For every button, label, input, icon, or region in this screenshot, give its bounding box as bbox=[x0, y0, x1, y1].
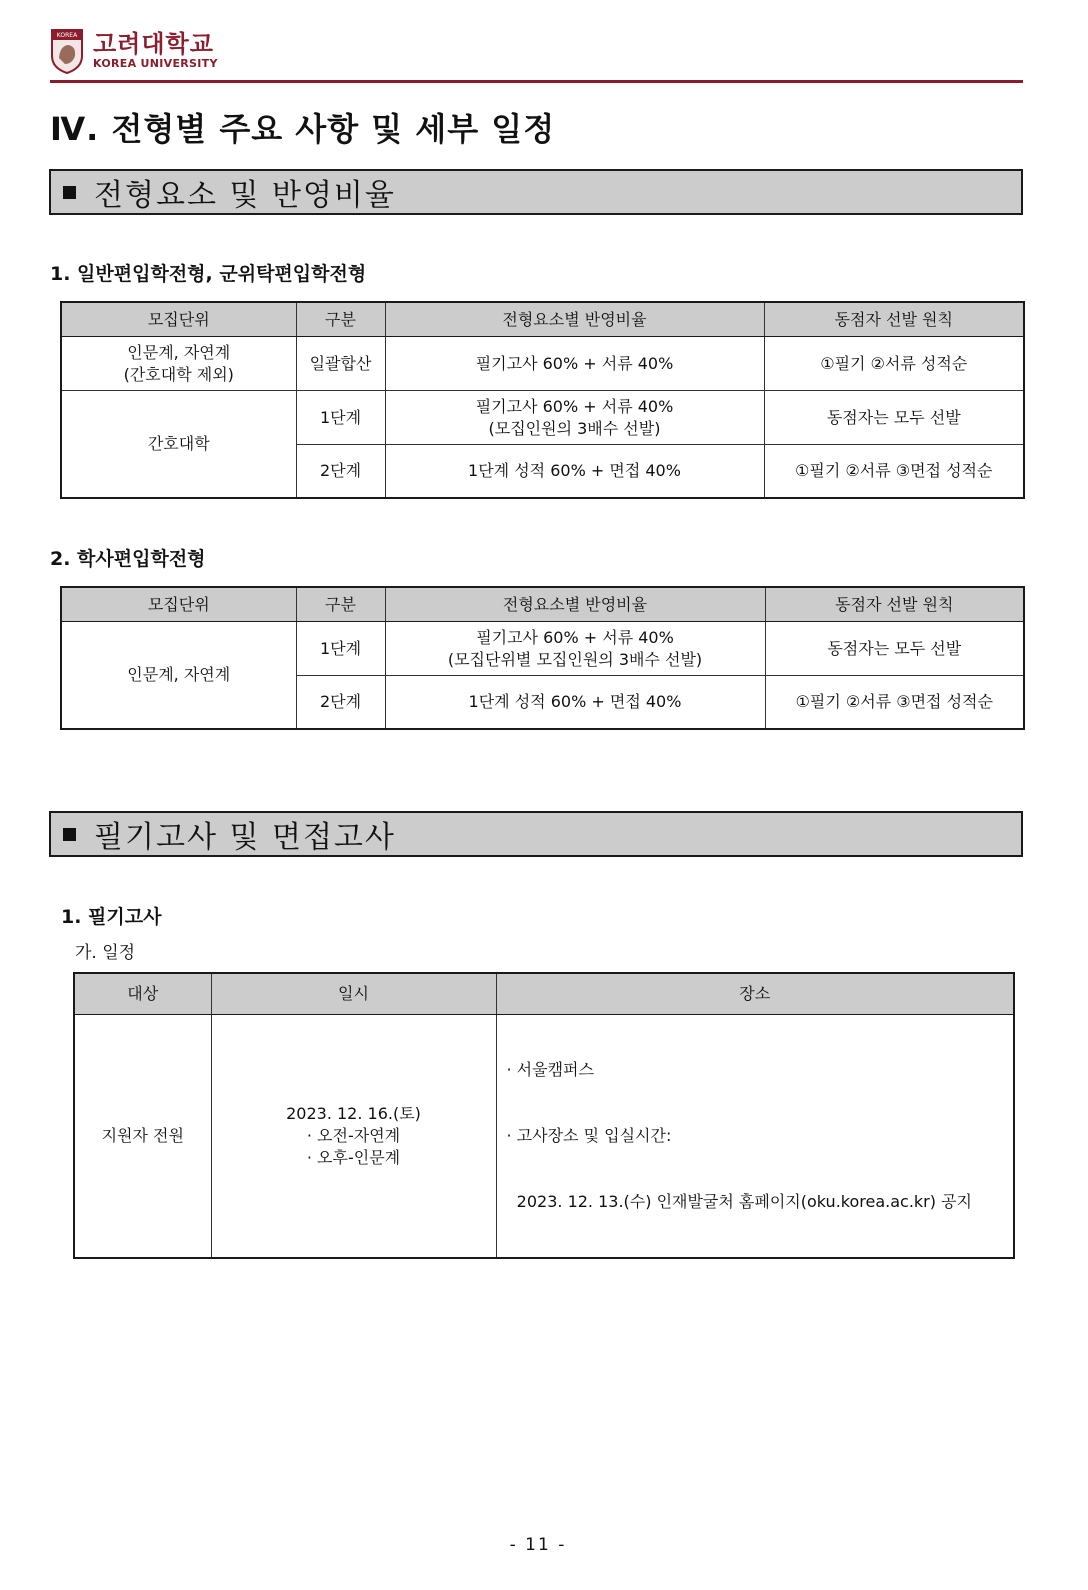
table-header-row bbox=[61, 587, 1024, 622]
section-header-written-interview bbox=[49, 811, 1023, 857]
subsection-heading: 1. 필기고사 bbox=[61, 906, 162, 928]
column-header: 전형요소별 반영비율 bbox=[385, 302, 764, 337]
column-header: 장소 bbox=[496, 973, 1014, 1014]
sub-subheading: 가. 일정 bbox=[75, 943, 136, 963]
column-header: 모집단위 bbox=[61, 587, 296, 622]
table-header-row bbox=[61, 302, 1024, 337]
column-header: 동점자 선발 원칙 bbox=[765, 587, 1024, 622]
ratio-cell: 필기고사 60% + 서류 40% (모집단위별 모집인원의 3배수 선발) bbox=[385, 622, 765, 676]
ratio-cell: 1단계 성적 60% + 면접 40% bbox=[385, 676, 765, 729]
column-header: 모집단위 bbox=[61, 302, 296, 337]
section-title: 전형요소 및 반영비율 bbox=[94, 178, 396, 213]
header-divider bbox=[50, 80, 1023, 83]
table-row bbox=[61, 391, 1024, 445]
square-bullet-icon bbox=[63, 828, 76, 841]
selection-ratio-table-general bbox=[60, 301, 1025, 499]
tie-rule-cell: 동점자는 모두 선발 bbox=[764, 391, 1024, 445]
section-title: 필기고사 및 면접고사 bbox=[94, 820, 396, 855]
target-cell: 지원자 전원 bbox=[74, 1014, 211, 1258]
stage-cell: 1단계 bbox=[296, 391, 385, 445]
tie-rule-cell: ①필기 ②서류 성적순 bbox=[764, 337, 1024, 391]
column-header: 일시 bbox=[211, 973, 496, 1014]
logo-korean-name: 고려대학교 bbox=[93, 30, 214, 58]
column-header: 구분 bbox=[296, 587, 385, 622]
column-header: 대상 bbox=[74, 973, 211, 1014]
square-bullet-icon bbox=[63, 186, 76, 199]
selection-ratio-table-bachelor bbox=[60, 586, 1025, 730]
university-logo bbox=[50, 27, 218, 75]
ratio-cell: 1단계 성적 60% + 면접 40% bbox=[385, 445, 764, 498]
table-header-row bbox=[74, 973, 1014, 1014]
subsection-heading: 1. 일반편입학전형, 군위탁편입학전형 bbox=[50, 263, 367, 285]
section-header-selection-ratio bbox=[49, 169, 1023, 215]
svg-text:KOREA: KOREA bbox=[56, 32, 78, 39]
table-row bbox=[74, 1014, 1014, 1258]
table-row bbox=[61, 337, 1024, 391]
logo-english-name: KOREA UNIVERSITY bbox=[93, 57, 218, 70]
subsection-heading: 2. 학사편입학전형 bbox=[50, 548, 206, 570]
page-number: - 11 - bbox=[509, 1535, 567, 1555]
recruitment-unit-cell: 인문계, 자연계 bbox=[61, 622, 296, 729]
ratio-cell: 필기고사 60% + 서류 40% (모집인원의 3배수 선발) bbox=[385, 391, 764, 445]
ratio-cell: 필기고사 60% + 서류 40% bbox=[385, 337, 764, 391]
recruitment-unit-cell: 인문계, 자연계 (간호대학 제외) bbox=[61, 337, 296, 391]
stage-cell: 일괄합산 bbox=[296, 337, 385, 391]
column-header: 동점자 선발 원칙 bbox=[764, 302, 1024, 337]
tie-rule-cell: ①필기 ②서류 ③면접 성적순 bbox=[765, 676, 1024, 729]
stage-cell: 2단계 bbox=[296, 445, 385, 498]
column-header: 구분 bbox=[296, 302, 385, 337]
table-row bbox=[61, 622, 1024, 676]
column-header: 전형요소별 반영비율 bbox=[385, 587, 765, 622]
stage-cell: 2단계 bbox=[296, 676, 385, 729]
recruitment-unit-cell: 간호대학 bbox=[61, 391, 296, 498]
written-exam-schedule-table bbox=[73, 972, 1015, 1259]
tie-rule-cell: ①필기 ②서류 ③면접 성적순 bbox=[764, 445, 1024, 498]
tie-rule-cell: 동점자는 모두 선발 bbox=[765, 622, 1024, 676]
university-crest-icon bbox=[50, 28, 84, 74]
datetime-cell: 2023. 12. 16.(토) · 오전-자연계 · 오후-인문계 bbox=[211, 1014, 496, 1258]
stage-cell: 1단계 bbox=[296, 622, 385, 676]
place-cell: · 서울캠퍼스 · 고사장소 및 입실시간: 2023. 12. 13.(수) 인재발굴처 홈페이지(oku.korea.ac.kr) 공지 bbox=[496, 1014, 1014, 1258]
chapter-title: Ⅳ. 전형별 주요 사항 및 세부 일정 bbox=[50, 110, 556, 148]
